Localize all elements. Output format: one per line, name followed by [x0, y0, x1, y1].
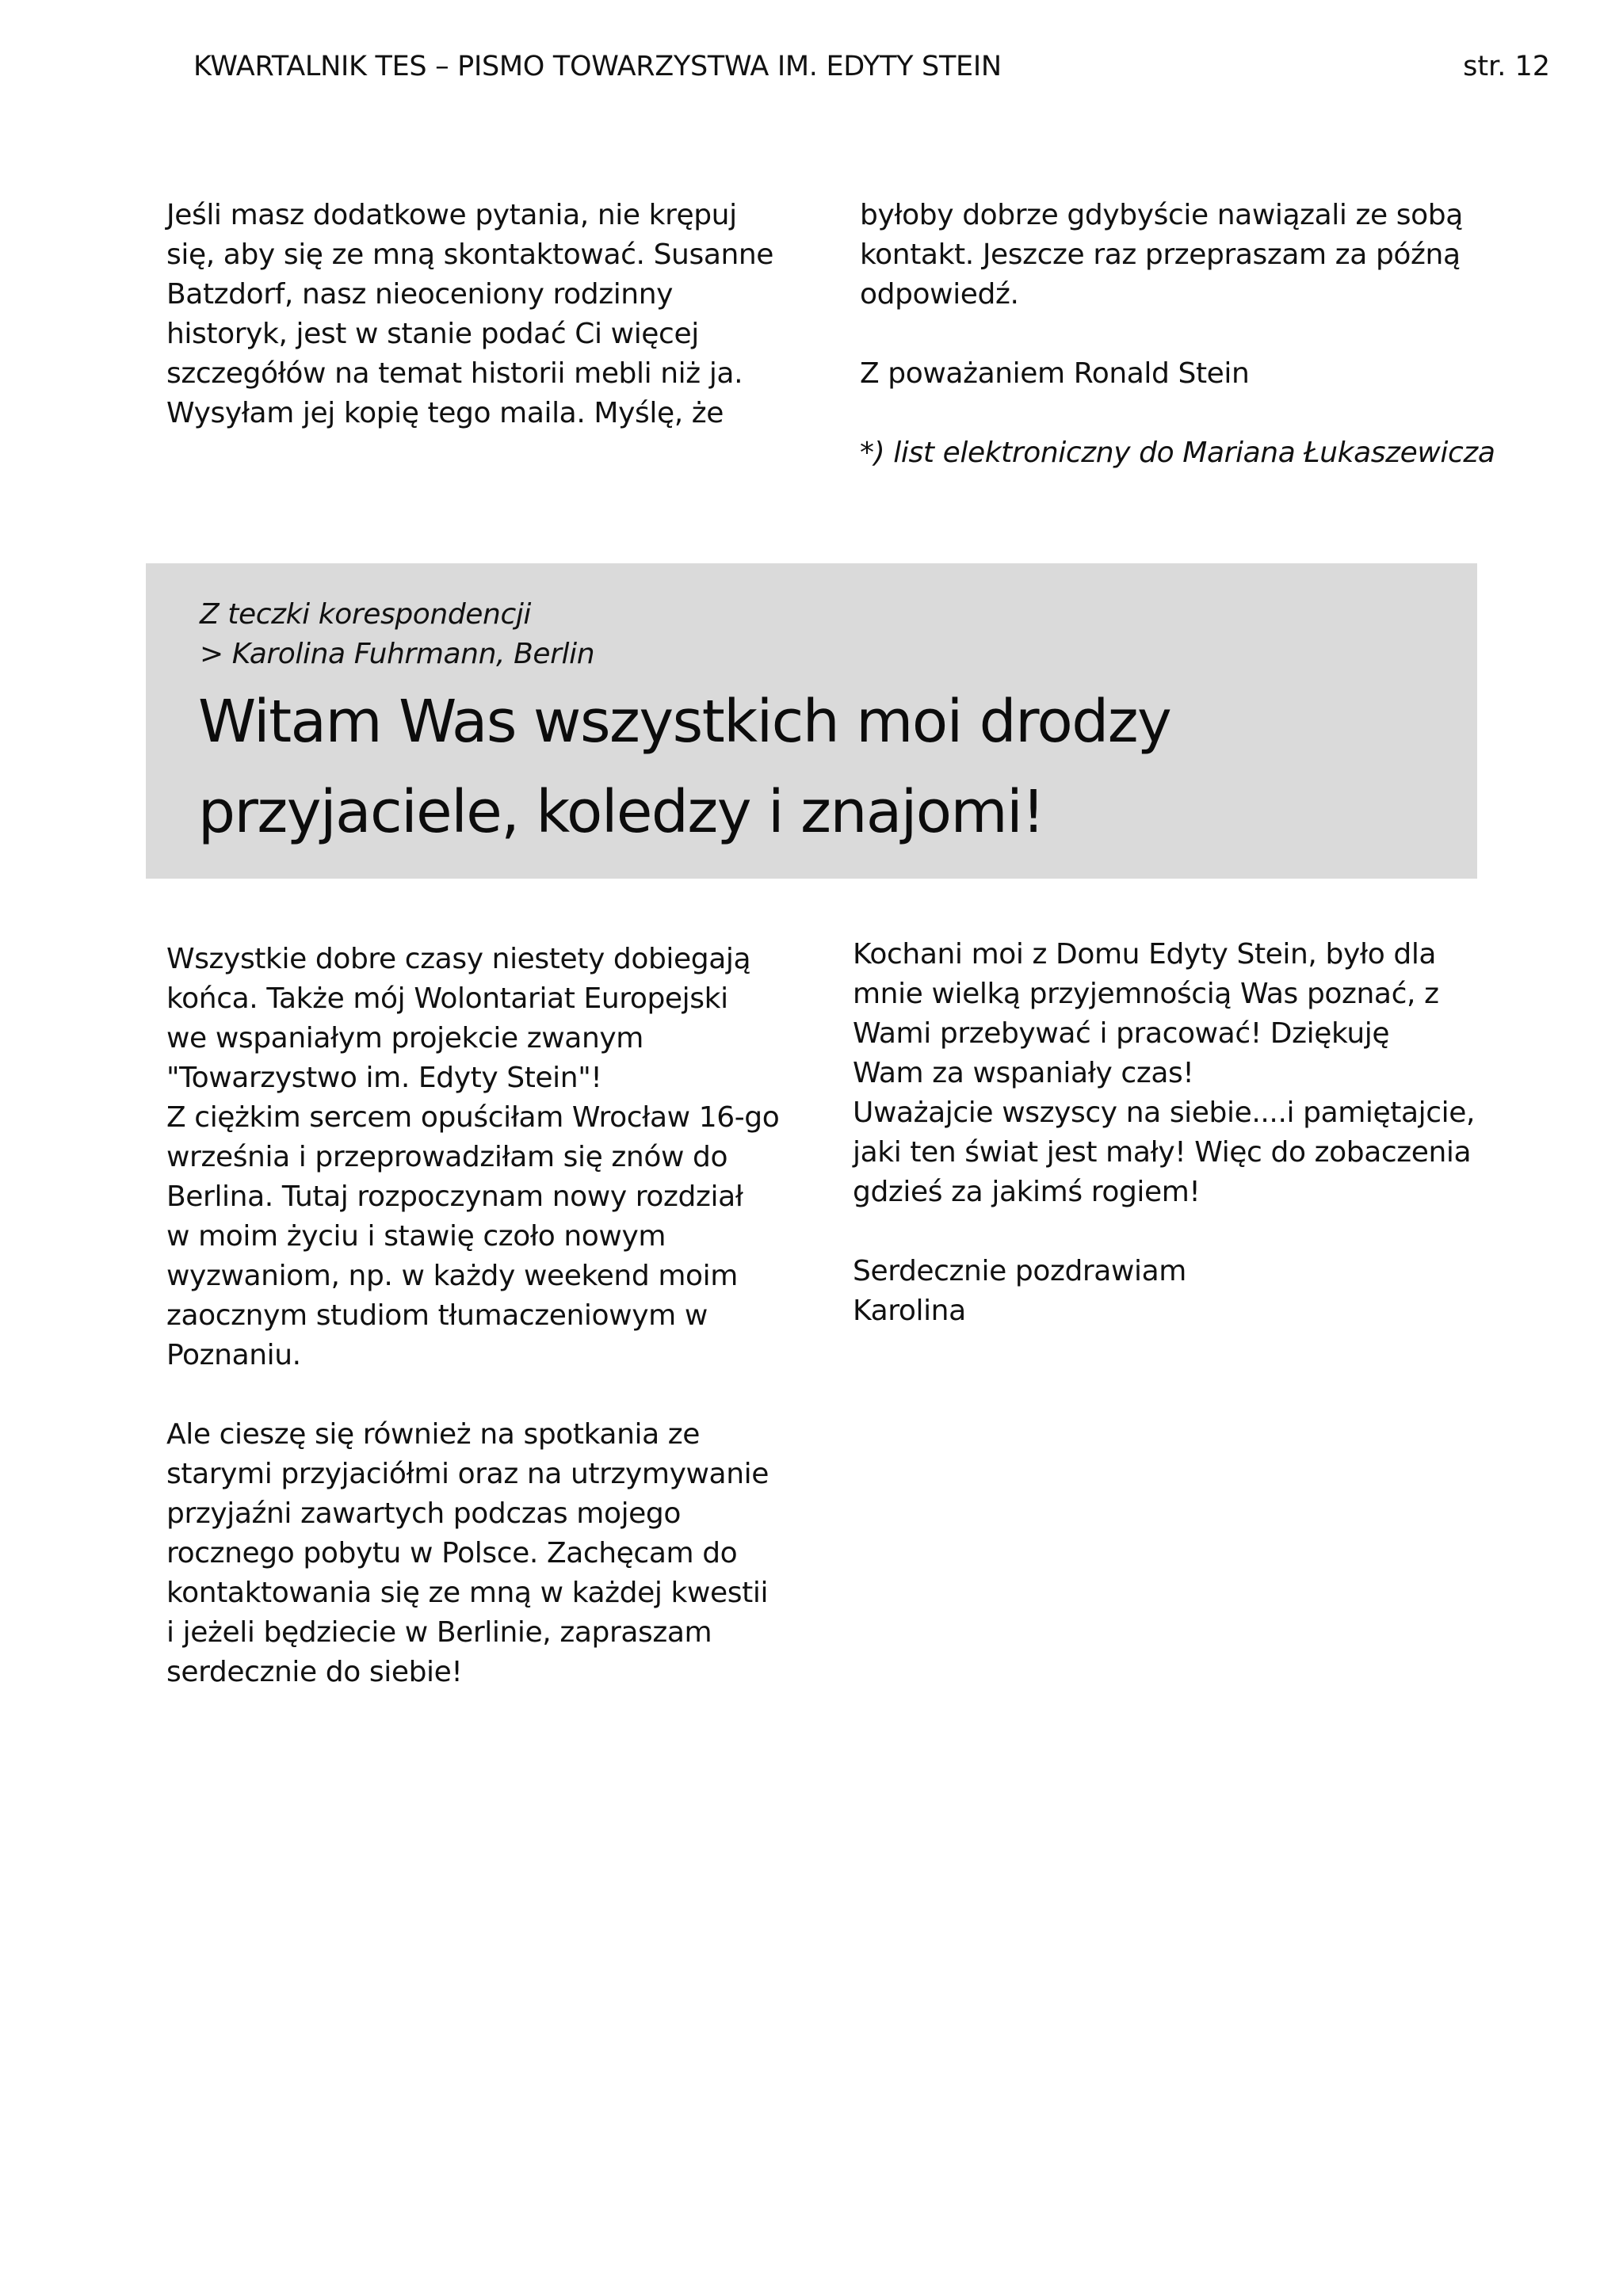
- headline-line: Witam Was wszystkich moi drodzy: [198, 688, 1171, 756]
- blank-line: [860, 315, 1495, 354]
- text-line: historyk, jest w stanie podać Ci więcej: [166, 318, 699, 350]
- text-line: szczegółów na temat historii mebli niż ja.: [166, 357, 743, 390]
- text-line: Berlina. Tutaj rozpoczynam nowy rozdział: [166, 1180, 743, 1213]
- text-line: kontaktowania się ze mną w każdej kwestii: [166, 1577, 769, 1609]
- text-line: Jeśli masz dodatkowe pytania, nie krępuj: [166, 199, 737, 231]
- text-line: jaki ten świat jest mały! Więc do zobaczenia: [853, 1136, 1472, 1169]
- text-line: końca. Także mój Wolontariat Europejski: [166, 982, 728, 1015]
- banner-kicker: [200, 595, 594, 674]
- signature-line: Karolina: [853, 1295, 966, 1327]
- text-line: Uważajcie wszyscy na siebie....i pamiętajcie,: [853, 1097, 1476, 1129]
- text-line: Wam za wspaniały czas!: [853, 1057, 1194, 1089]
- text-line: rocznego pobytu w Polsce. Zachęcam do: [166, 1537, 738, 1569]
- text-line: Poznaniu.: [166, 1339, 301, 1371]
- text-line: zaocznym studiom tłumaczeniowym w: [166, 1299, 708, 1332]
- text-line: odpowiedź.: [860, 278, 1019, 311]
- blank-line: [166, 1375, 779, 1415]
- letter-column-right: [860, 196, 1495, 473]
- article-column-right: [853, 935, 1475, 1331]
- text-line: Wszystkie dobre czasy niestety dobiegają: [166, 943, 751, 975]
- section-label: Z teczki korespondencji: [200, 598, 532, 631]
- closing-line: Serdecznie pozdrawiam: [853, 1255, 1186, 1287]
- text-line: Z ciężkim sercem opuściłam Wrocław 16-go: [166, 1101, 780, 1134]
- text-line: "Towarzystwo im. Edyty Stein"!: [166, 1062, 602, 1094]
- footnote: *) list elektroniczny do Mariana Łukaszewicza: [860, 437, 1495, 469]
- text-line: przyjaźni zawartych podczas mojego: [166, 1497, 682, 1530]
- text-line: we wspaniałym projekcie zwanym: [166, 1022, 643, 1055]
- text-line: Wami przebywać i pracować! Dziękuję: [853, 1017, 1390, 1050]
- text-line: Batzdorf, nasz nieoceniony rodzinny: [166, 278, 674, 311]
- text-line: wyzwaniom, np. w każdy weekend moim: [166, 1260, 738, 1292]
- text-line: i jeżeli będziecie w Berlinie, zapraszam: [166, 1616, 712, 1649]
- text-line: serdecznie do siebie!: [166, 1656, 463, 1688]
- text-line: Kochani moi z Domu Edyty Stein, było dla: [853, 938, 1437, 971]
- page-number: str. 12: [1463, 51, 1550, 82]
- headline-line: przyjaciele, koledzy i znajomi!: [198, 778, 1044, 846]
- article-banner: [146, 563, 1477, 879]
- text-line: w moim życiu i stawię czoło nowym: [166, 1220, 666, 1253]
- blank-line: [860, 394, 1495, 433]
- text-line: się, aby się ze mną skontaktować. Susanne: [166, 238, 774, 271]
- letter-column-left: [166, 196, 773, 433]
- author-byline: > Karolina Fuhrmann, Berlin: [200, 638, 595, 670]
- text-line: mnie wielką przyjemnością Was poznać, z: [853, 978, 1439, 1010]
- text-line: września i przeprowadziłam się znów do: [166, 1141, 728, 1173]
- signature-line: Z poważaniem Ronald Stein: [860, 357, 1250, 390]
- blank-line: [853, 1212, 1475, 1252]
- text-line: Ale cieszę się również na spotkania ze: [166, 1418, 701, 1451]
- text-line: byłoby dobrze gdybyście nawiązali ze sobą: [860, 199, 1463, 231]
- text-line: kontakt. Jeszcze raz przepraszam za późną: [860, 238, 1461, 271]
- article-column-left: [166, 940, 779, 1692]
- text-line: Wysyłam jej kopię tego maila. Myślę, że: [166, 397, 724, 429]
- running-header-title: KWARTALNIK TES – PISMO TOWARZYSTWA IM. EDYTY STEIN: [193, 51, 1002, 82]
- text-line: gdzieś za jakimś rogiem!: [853, 1176, 1201, 1208]
- article-headline: [198, 677, 1170, 857]
- text-line: starymi przyjaciółmi oraz na utrzymywanie: [166, 1458, 769, 1490]
